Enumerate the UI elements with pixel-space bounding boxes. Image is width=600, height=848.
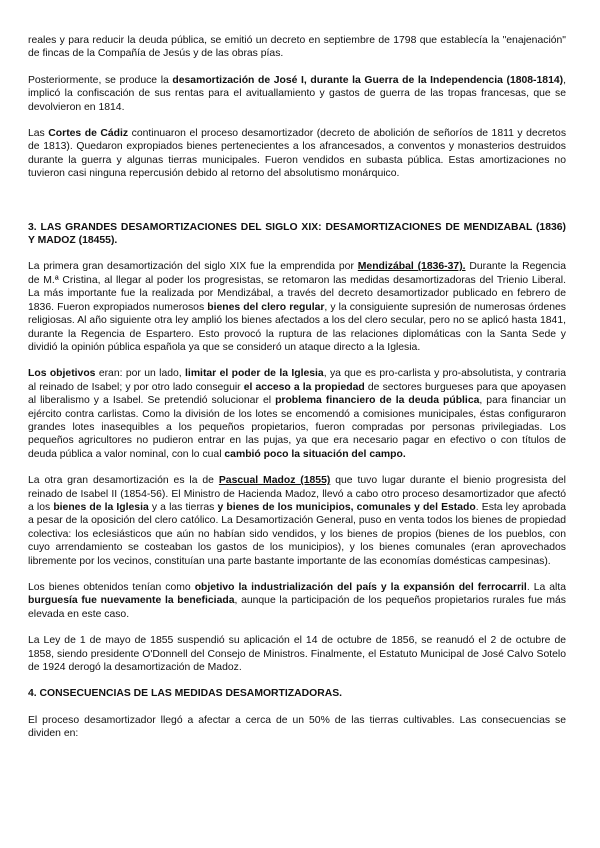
paragraph-enajenacion: reales y para reducir la deuda pública, se emitió un decreto en septiembre de 1798 que establecía la "enajenación" de fincas de la Compañía de Jesús y de las obras pías. (28, 35, 566, 60)
bold-clero-regular: bienes del clero regular (207, 301, 325, 313)
bold-cortes-cadiz: Cortes de Cádiz (48, 128, 129, 140)
paragraph-cortes-cadiz: Las Cortes de Cádiz continuaron el proceso desamortizador (decreto de abolición de señoríos de 1811 y decretos de 1813). Quedaron expropiados bienes pertenecientes a los afrancesados, a conventos y monasterios destruidos durante la guerra y algunas tierras municipales. Fueron vendidos en subasta pública. Estas amortizaciones no tuvieron casi ninguna repercusión debido al retorno del absolutismo monárquico. (28, 128, 567, 180)
paragraph-objetivos: Los objetivos eran: por un lado, limitar el poder de la Iglesia, ya que es pro-carlista y pro-absolutista, y contraria al reinado de Isabel; y por otro lado conseguir el acceso a la propiedad de sectores burgueses para que apoyasen al liberalismo y a Isabel. Se pretendió solucionar el problema financiero de la deuda pública, para financiar un ejército contra carlistas. Como la división de los lotes se encomendó a comisiones municipales, éstas configuraron grandes lotes inasequibles a los pequeños propietarios, fueron compradas por personas privilegiadas. Los pequeños agricultores no pudieron entrar en las pujas, ya que era necesario pagar en efectivo o con títulos de deuda pública a valor nominal, con lo cual cambió poco la situación del campo. (28, 368, 567, 460)
section-heading-3: 3. LAS GRANDES DESAMORTIZACIONES DEL SIGLO XIX: DESAMORTIZACIONES DE MENDIZABAL (1836) Y MADOZ (18455). (28, 221, 566, 247)
paragraph-bienes-obtenidos: Los bienes obtenidos tenían como objetivo la industrialización del país y la expansión del ferrocarril. La alta burguesía fue nuevamente la beneficiada, aunque la participación de los pequeños propietarios rurales fue más elevada en este caso. (28, 582, 566, 620)
paragraph-mendizabal: La primera gran desamortización del siglo XIX fue la emprendida por Mendizábal (1836-37). Durante la Regencia de M.ª Cristina, al llegar al poder los progresistas, se retomaron las medidas desamortizadoras del Trienio Liberal. La más importante fue la realizada por Mendizábal, a través del decreto desamortizador publicado en febrero de 1836. Fueron expropiados numerosos bienes del clero regular, y la consiguiente supresión de numerosas órdenes religiosas. Al año siguiente otra ley amplió los bienes afectados a los del clero secular, pero no se aplicó hasta 1841, durante la Regencia de Espartero. Esto provocó la ruptura de las relaciones diplomáticas con la Santa Sede y dividió la opinión pública española ya que se consideró un ataque directo a la Iglesia. (28, 261, 566, 353)
link-mendizabal: Mendizábal (1836-37). (357, 261, 466, 273)
bold-jose-i: desamortización de José I, durante la Guerra de la Independencia (1808-1814) (172, 74, 564, 86)
paragraph-consecuencias: El proceso desamortizador llegó a afectar a cerca de un 50% de las tierras cultivables. Las consecuencias se dividen en: (28, 714, 566, 740)
paragraph-jose-i: Posteriormente, se produce la desamortización de José I, durante la Guerra de la Independencia (1808-1814), implicó la confiscación de sus rentas para el avituallamiento y gastos de guerra de las tropas francesas, que se devolvieron en 1814. (28, 74, 566, 113)
paragraph-madoz: La otra gran desamortización es la de Pascual Madoz (1855) que tuvo lugar durante el bienio progresista del reinado de Isabel II (1854-56). El Ministro de Hacienda Madoz, llevó a cabo otro proceso desamortizador que afectó a los bienes de la Iglesia y a las tierras y bienes de los municipios, comunales y del Estado. Esta ley aprobada a pesar de la oposición del clero católico. La Desamortización General, puso en venta todos los bienes de propiedad colectiva: los eclesiásticos que aún no habían sido vendidos, y los bienes de propios (bienes de los pueblos, con cuyo arrendamiento se costeaban los gastos de los municipios), y los bienes comunales (eran aprovechados libremente por los vecinos, constituían una parte bastante importante de las economías domésticas campesinas). (28, 475, 566, 567)
link-madoz: Pascual Madoz (1855) (218, 475, 331, 487)
paragraph-ley-1855: La Ley de 1 de mayo de 1855 suspendió su aplicación el 14 de octubre de 1856, se reanudó el 2 de octubre de 1858, siendo presidente O'Donnell del Consejo de Ministros. Finalmente, el Estatuto Municipal de José Calvo Sotelo de 1924 derogó la desamortización de Madoz. (28, 635, 566, 674)
section-heading-4: 4. CONSECUENCIAS DE LAS MEDIDAS DESAMORTIZADORAS. (28, 688, 343, 700)
